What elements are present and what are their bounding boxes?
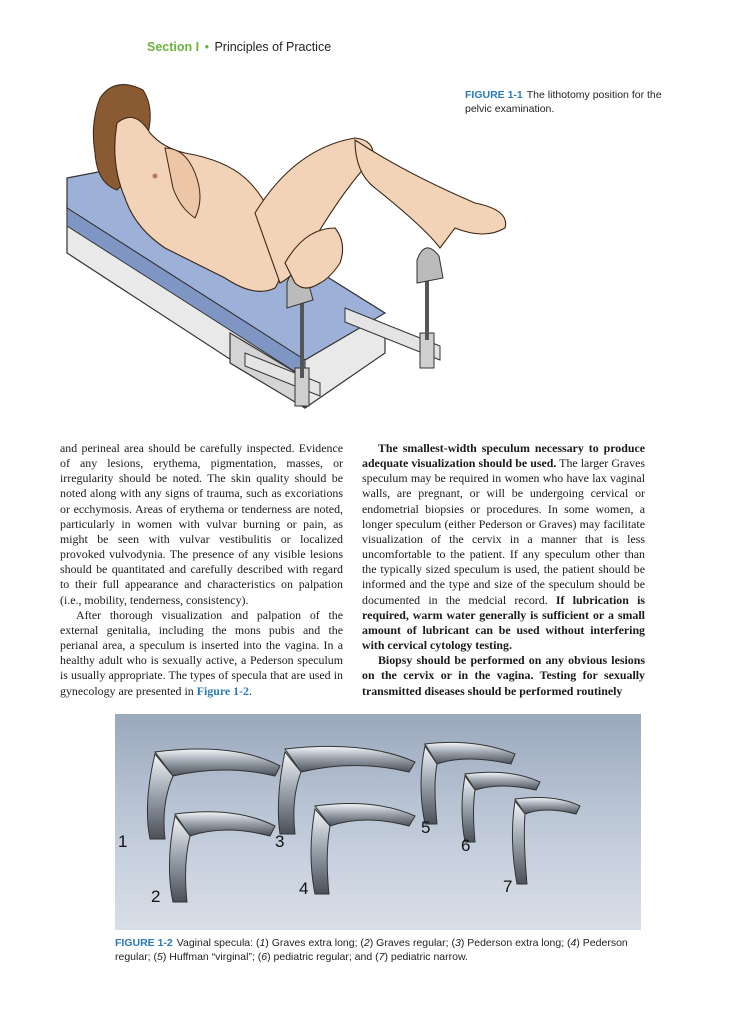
figure-1-2-caption (115, 936, 635, 964)
speculum-2 (169, 812, 275, 902)
caption-text: ) pediatric narrow. (384, 951, 468, 963)
lubrication-emphasis: If lubrication is required, warm water generally is sufficient or a small amount of lubricant can be used without interfering with cervical cytology testing. (362, 592, 645, 653)
speculum-4 (311, 804, 415, 894)
caption-text: ) Graves extra long; ( (265, 937, 364, 949)
caption-num: 2 (363, 937, 370, 949)
speculum-7 (512, 798, 580, 884)
section-label: Section I (147, 40, 200, 54)
caption-text: Vaginal specula: ( (176, 937, 260, 949)
specula-photo (115, 714, 641, 930)
caption-num: 6 (261, 951, 268, 963)
figure-1-1-label: FIGURE 1-1 (465, 89, 523, 101)
stirrup-right (417, 248, 443, 283)
left-column (60, 441, 343, 699)
speculum-number-6: 6 (461, 836, 471, 855)
figure-1-1-caption (465, 88, 665, 116)
left-paragraph-1: and perineal area should be carefully inspected. Evidence of any lesions, erythema, pigmentation, masses, or irregularity should be noted. The skin quality should be noted along with any signs of trauma, such as excoriations or ecchymosis. Areas of erythema or tenderness are noted, particularly in women with vulvar burning or pain, as might be seen with vulvar vestibulitis or localized provoked vulvodynia. The presence of any visible lesions should be quantitated and carefully described with regard to their full appearance and characteristics on palpation (i.e., mobility, tenderness, consistency). (60, 441, 343, 607)
speculum-number-3: 3 (275, 832, 285, 851)
left-paragraph-2-end: . (249, 683, 252, 698)
caption-num: 5 (157, 951, 163, 963)
running-head-title: Principles of Practice (214, 40, 332, 54)
caption-text: ) Huffman “virginal”; ( (162, 951, 262, 963)
speculum-number-5: 5 (421, 818, 431, 837)
speculum-number-7: 7 (503, 877, 513, 896)
caption-text: ) pediatric regular; and ( (267, 951, 379, 963)
figure-1-1-text: The lithotomy position for the pelvic examination. (465, 89, 662, 115)
caption-text: ) Graves regular; ( (369, 937, 455, 949)
speculum-number-2: 2 (151, 887, 161, 906)
left-paragraph-2 (60, 608, 343, 699)
right-paragraph-2 (362, 653, 645, 698)
caption-text: ) Pederson regular; ( (115, 937, 628, 963)
figure-1-2-label: FIGURE 1-2 (115, 937, 173, 949)
right-paragraph-1-text: The larger Graves speculum may be required in women who have lax vaginal walls, are pregnant, or will be undergoing cervical or endometrial biopsies or procedures. In some women, a longer speculum (either Pederson or Graves) may facilitate visualization of the cervix in a manner that is less uncomfortable to the patient. If any speculum other than the typically sized speculum is used, the patient should be informed and the type and size of the speculum should be documented in the medcial record. (362, 456, 645, 607)
biopsy-emphasis: Biopsy should be performed on any obvious lesions on the cervix or in the vagina. Testing for sexually transmitted diseases should be performed routinely (362, 653, 645, 698)
speculum-number-1: 1 (118, 832, 128, 851)
figure-1-2-link[interactable]: Figure 1-2 (196, 683, 249, 698)
right-column (362, 441, 645, 699)
caption-text: ) Pederson extra long; ( (460, 937, 571, 949)
left-paragraph-2-text: After thorough visualization and palpation of the external genitalia, including the mons pubis and the perianal area, a speculum is inserted into the vagina. In a healthy adult who is sexually active, a Pederson speculum is usually appropriate. The types of specula that are used in gynecology are presented in (60, 607, 343, 698)
caption-num: 7 (378, 951, 385, 963)
lithotomy-illustration (55, 78, 530, 418)
caption-num: 3 (454, 937, 461, 949)
patient-leg-right (355, 140, 506, 248)
caption-num: 4 (570, 937, 577, 949)
separator-bullet: • (204, 40, 209, 54)
speculum-number-4: 4 (299, 879, 309, 898)
caption-num: 1 (259, 937, 266, 949)
speculum-width-emphasis: The smallest-width speculum necessary to produce adequate visualization should be used. (362, 441, 645, 471)
running-head (147, 40, 331, 54)
right-paragraph-1 (362, 441, 645, 653)
